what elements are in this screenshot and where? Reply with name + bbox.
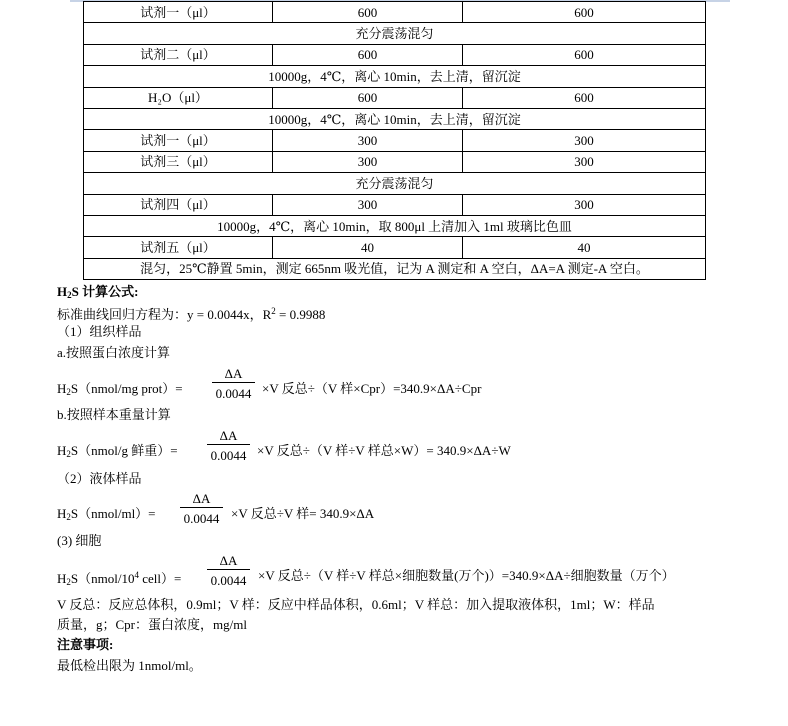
regression-equation: 标准曲线回归方程为：y = 0.0044x，$R^2 = 0.9988$: [57, 306, 326, 322]
blank-volume: 600: [463, 2, 706, 23]
table-row: [84, 194, 706, 215]
step-instruction: 10000g，4℃，离心 10min，去上清，留沉淀: [84, 108, 706, 129]
cell-heading: (3) 细胞: [57, 533, 102, 548]
formula-cell-fraction: ΔA 0.0044: [207, 553, 250, 589]
table-step-row: [84, 173, 706, 194]
reagent-label: 试剂一（μl）: [84, 2, 273, 23]
table-row: [84, 87, 706, 108]
blank-volume: 40: [463, 237, 706, 258]
table-row: [84, 130, 706, 151]
table-row: [84, 2, 706, 23]
blank-volume: 600: [463, 44, 706, 65]
table-step-row: [84, 215, 706, 236]
step-instruction: 充分震荡混匀: [84, 23, 706, 44]
step-instruction: 充分震荡混匀: [84, 173, 706, 194]
calc-heading: $H_2S$ 计算公式:: [57, 284, 139, 300]
tissue-heading: （1）组织样品: [57, 324, 142, 339]
blank-volume: 300: [463, 151, 706, 172]
table-step-row: [84, 258, 706, 279]
measure-volume: 300: [273, 194, 463, 215]
reagent-label: 试剂一（μl）: [84, 130, 273, 151]
reagent-label: 试剂二（μl）: [84, 44, 273, 65]
formula-protein-rhs: ×V 反总÷（V 样×Cpr）=340.9×ΔA÷Cpr: [262, 381, 482, 396]
protein-method: a.按照蛋白浓度计算: [57, 345, 171, 360]
table-step-row: [84, 66, 706, 87]
table-row: [84, 237, 706, 258]
measure-volume: 600: [273, 44, 463, 65]
formula-cell-rhs: ×V 反总÷（V 样÷V 样总×细胞数量(万个)）=340.9×ΔA÷细胞数量（万个）: [258, 568, 675, 583]
reagent-label: H₂O（μl）: [84, 87, 273, 108]
formula-weight-lhs: $H_2S(nmol/g$ 鲜重）=: [57, 443, 178, 459]
blank-volume: 300: [463, 194, 706, 215]
table-row: [84, 151, 706, 172]
blank-volume: 600: [463, 87, 706, 108]
formula-weight-rhs: ×V 反总÷（V 样÷V 样总×W）= 340.9×ΔA÷W: [257, 443, 511, 458]
liquid-heading: （2）液体样品: [57, 471, 142, 486]
formula-liquid-lhs: $H_2S(nmol/ml)=$: [57, 506, 156, 522]
formula-liquid-fraction: ΔA 0.0044: [180, 491, 223, 527]
variable-definitions: V 反总：反应总体积，0.9ml；V 样：反应中样品体积，0.6ml；V 样总：加入提取液体积，1ml；W：样品: [57, 597, 655, 612]
step-instruction: 10000g，4℃，离心 10min，取 800μl 上清加入 1ml 玻璃比色皿: [84, 215, 706, 236]
reagent-label: 试剂四（μl）: [84, 194, 273, 215]
measure-volume: 600: [273, 87, 463, 108]
caution-heading: 注意事项:: [57, 637, 114, 652]
step-instruction: 混匀，25℃静置 5min，测定 665nm 吸光值，记为 A 测定和 A 空白，ΔA=A 测定-A 空白。: [84, 258, 706, 279]
table-step-row: [84, 108, 706, 129]
measure-volume: 600: [273, 2, 463, 23]
reagent-label: 试剂五（μl）: [84, 237, 273, 258]
weight-method: b.按照样本重量计算: [57, 407, 171, 422]
step-instruction: 10000g，4℃，离心 10min，去上清，留沉淀: [84, 66, 706, 87]
blank-volume: 300: [463, 130, 706, 151]
protocol-table: [83, 1, 706, 280]
measure-volume: 40: [273, 237, 463, 258]
detection-limit: 最低检出限为 1nmol/ml。: [57, 658, 202, 673]
formula-protein-fraction: ΔA 0.0044: [212, 366, 255, 402]
variable-definitions-cont: 质量，g；Cpr：蛋白浓度，mg/ml: [57, 617, 247, 632]
table-row: [84, 44, 706, 65]
formula-protein-lhs: $H_2S(nmol/mg$ prot）=: [57, 381, 183, 397]
formula-weight-fraction: ΔA 0.0044: [207, 428, 250, 464]
formula-cell-lhs: $H_2S(nmol/10^4$ cell）=: [57, 570, 182, 587]
reagent-label: 试剂三（μl）: [84, 151, 273, 172]
measure-volume: 300: [273, 130, 463, 151]
table-step-row: [84, 23, 706, 44]
measure-volume: 300: [273, 151, 463, 172]
formula-liquid-rhs: ×V 反总÷V 样= 340.9×ΔA: [231, 506, 375, 521]
